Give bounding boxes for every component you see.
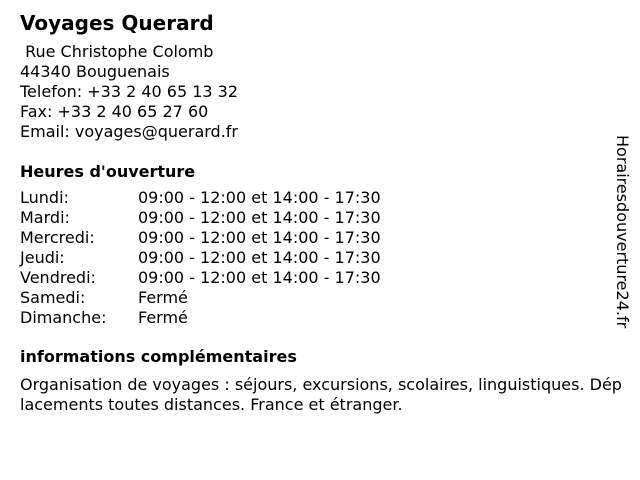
hours-row-jeudi xyxy=(20,248,620,268)
hours-row-mercredi xyxy=(20,228,620,248)
info-description: Organisation de voyages : séjours, excursions, scolaires, linguistiques. Déplacements toutes distances. France et étranger. xyxy=(20,375,622,414)
contact-block xyxy=(20,42,620,142)
fax-number: Fax: +33 2 40 65 27 60 xyxy=(20,102,209,121)
city-postcode: 44340 Bouguenais xyxy=(20,62,170,81)
opening-hours-list xyxy=(20,188,620,328)
hours-value: 09:00 - 12:00 et 14:00 - 17:30 xyxy=(138,268,381,287)
hours-value: Fermé xyxy=(138,308,188,327)
email-address: Email: voyages@querard.fr xyxy=(20,122,239,141)
hours-value: Fermé xyxy=(138,288,188,307)
day-label: Lundi: xyxy=(20,188,69,207)
hours-row-mardi xyxy=(20,208,620,228)
day-label: Jeudi: xyxy=(20,248,65,267)
day-label: Dimanche: xyxy=(20,308,107,327)
hours-value: 09:00 - 12:00 et 14:00 - 17:30 xyxy=(138,208,381,227)
hours-row-samedi xyxy=(20,288,620,308)
business-card xyxy=(20,10,620,415)
hours-row-dimanche xyxy=(20,308,620,328)
hours-heading: Heures d'ouverture xyxy=(20,162,196,181)
phone-number: Telefon: +33 2 40 65 13 32 xyxy=(20,82,239,101)
day-label: Mercredi: xyxy=(20,228,95,247)
business-name: Voyages Querard xyxy=(20,11,214,35)
street-address: Rue Christophe Colomb xyxy=(20,42,214,61)
hours-row-vendredi xyxy=(20,268,620,288)
day-label: Vendredi: xyxy=(20,268,96,287)
hours-row-lundi xyxy=(20,188,620,208)
hours-value: 09:00 - 12:00 et 14:00 - 17:30 xyxy=(138,228,381,247)
day-label: Samedi: xyxy=(20,288,86,307)
hours-value: 09:00 - 12:00 et 14:00 - 17:30 xyxy=(138,248,381,267)
hours-value: 09:00 - 12:00 et 14:00 - 17:30 xyxy=(138,188,381,207)
info-heading: informations complémentaires xyxy=(20,347,297,366)
site-watermark: Horairesdouverture24.fr xyxy=(613,135,632,329)
day-label: Mardi: xyxy=(20,208,70,227)
